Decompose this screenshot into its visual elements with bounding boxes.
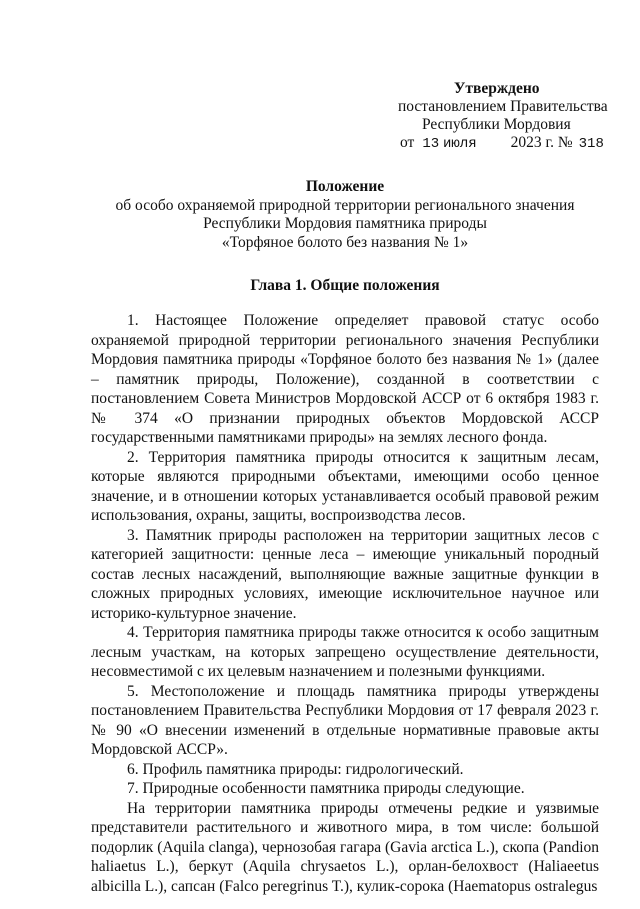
approval-number: 318 xyxy=(578,136,604,152)
heading-line-1: об особо охраняемой природной территории регионального значения xyxy=(115,196,575,214)
approval-title: Утверждено xyxy=(454,80,540,97)
paragraph-2: 2. Территория памятника природы относится к защитным лесам, которые являются природными объектами, имеющими особо ценное значение, и в отношении которых устанавливается особый правовой режим использования, охраны, защиты, воспроизводства лесов. xyxy=(91,448,599,524)
approval-line-republic: Республики Мордовия xyxy=(422,116,571,133)
paragraph-1: 1. Настоящее Положение определяет правовой статус особо охраняемой природной территории регионального значения Республики Мордовия памятника природы «Торфяное болото без названия № 1» (далее – памятник природы, Положение), созданной в соответствии с постановлением Совета Министров Мордовской АССР от 6 октября 1983 г. № 374 «О признании природных объектов Мордовской АССР государственными памятниками природы» на землях лесного фонда. xyxy=(91,312,599,446)
paragraph-4: 4. Территория памятника природы также относится к особо защитным лесным участкам, на которых запрещено осуществление деятельности, несовместимой с их целевым назначением и полезными функциями. xyxy=(91,624,599,680)
approval-day: 13 xyxy=(422,136,440,152)
paragraph-5: 5. Местоположение и площадь памятника природы утверждены постановлением Правительства Республики Мордовия от 17 февраля 2023 г. № 90 «О внесении изменений в отдельные нормативные правовые акты Мордовской АССР». xyxy=(91,682,599,758)
approval-date-line xyxy=(398,134,608,153)
approval-from: от xyxy=(400,134,415,151)
approval-month: июля xyxy=(443,136,477,152)
paragraph-8: На территории памятника природы отмечены редкие и уязвимые представители растительного и животного мира, в том числе: большой подорлик (Aquila clanga), чернозобая гагара (Gavia arctica L.), скопа (Pandion haliaetus L.), беркут (Aquila chrysaetos L.), орлан-белохвост (Haliaeetus albicilla L.), сапсан (Falco peregrinus T.), кулик-сорока (Haematopus ostralegus xyxy=(91,799,599,895)
document-title: Положение xyxy=(305,178,385,195)
approval-year: 2023 г. № xyxy=(510,134,573,151)
heading-line-3: «Торфяное болото без названия № 1» xyxy=(221,233,469,251)
approval-block xyxy=(398,80,608,153)
chapter-title: Глава 1. Общие положения xyxy=(250,277,440,294)
paragraph-3: 3. Памятник природы расположен на территории защитных лесов с категорией защитности: ценные леса – имеющие уникальный породный состав лесных насаждений, выполняющие важные защитные функции в сложных природных условиях, имеющие исключительное научное или историко-культурное значение. xyxy=(91,526,599,622)
document-heading xyxy=(100,178,590,252)
approval-line-resolution: постановлением Правительства xyxy=(398,98,608,115)
heading-line-2: Республики Мордовия памятника природы xyxy=(203,215,487,232)
paragraph-6: 6. Профиль памятника природы: гидрологический. xyxy=(127,760,464,778)
document-body xyxy=(91,311,599,896)
paragraph-7: 7. Природные особенности памятника природы следующие. xyxy=(127,780,525,797)
